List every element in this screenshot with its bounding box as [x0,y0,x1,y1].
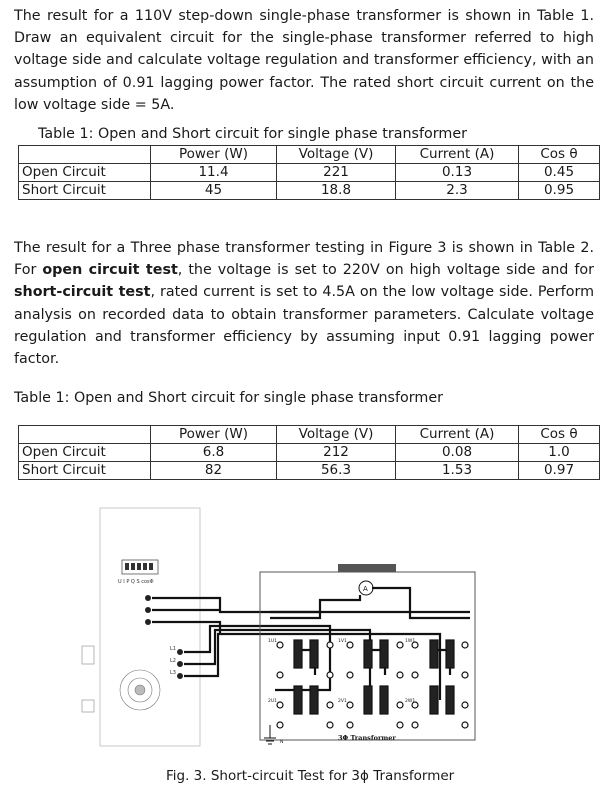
table1-caption: Table 1: Open and Short circuit for single phase transformer [38,126,468,142]
paragraph-single-phase [14,5,594,116]
table1-cell: 0.45 [519,164,600,182]
transformer-label: 3Φ Transformer [338,734,396,742]
table-row [19,462,600,480]
table-row [19,164,600,182]
table2-cell: 1.53 [396,462,519,480]
short-circuit-test-term: short-circuit test [14,284,151,301]
label-1u1: 1U1 [268,639,278,644]
figure-caption: Fig. 3. Short-circuit Test for 3ϕ Transformer [166,768,455,784]
panel-title: U I P Q S cosΦ [118,579,154,585]
table1-header-row [19,146,600,164]
ground-icon [264,725,276,744]
table2-header-cell [19,426,151,444]
table1-cell: Open Circuit [19,164,151,182]
panel-terminals [145,595,183,679]
table2-cell: 0.97 [519,462,600,480]
table2-cell: 0.08 [396,444,519,462]
panel-sockets [82,646,94,712]
power-supply-panel [100,508,200,746]
label-l3: L3 [170,670,176,676]
table1-cell: 11.4 [151,164,277,182]
module-title-bar [338,564,396,572]
table2-cell: 1.0 [519,444,600,462]
table2-header-row [19,426,600,444]
open-circuit-test-term: open circuit test [42,262,178,279]
table2-header-cell: Current (A) [396,426,519,444]
label-1v1: 1V1 [338,639,347,644]
table2 [18,425,600,480]
table1-cell: 2.3 [396,182,519,200]
table1-cell: 221 [277,164,396,182]
label-2u1: 2U1 [268,699,278,704]
variac-dial [120,670,160,710]
label-l2: L2 [170,658,176,664]
table1-header-cell: Voltage (V) [277,146,396,164]
table2-cell: Short Circuit [19,462,151,480]
table2-cell: 82 [151,462,277,480]
table1-cell: 0.95 [519,182,600,200]
table1-cell: Short Circuit [19,182,151,200]
label-2w1: 2W1 [405,699,416,704]
table2-header-cell: Cos θ [519,426,600,444]
short-circuit-test-diagram [70,500,510,762]
label-2v1: 2V1 [338,699,347,704]
paragraph-three-phase-end: , rated current is set to 4.5A on the low voltage side. Perform analysis on recorded data to obtain transformer parameters. Calculate voltage regulation and transformer efficiency by assuming input 0.91 lagging power factor. [14,284,595,368]
paragraph-three-phase-mid: , the voltage is set to 220V on high voltage side and for [177,262,594,279]
label-l1: L1 [170,646,176,652]
table2-cell: 56.3 [277,462,396,480]
ammeter-label: A [363,585,368,593]
table-row [19,182,600,200]
table2-header-cell: Voltage (V) [277,426,396,444]
paragraph-three-phase-intro: The result for a Three phase transformer testing in Figure 3 is shown in Table 2. For [14,240,594,279]
terminal-labels [268,638,415,704]
table1-header-cell: Power (W) [151,146,277,164]
table2-caption: Table 1: Open and Short circuit for single phase transformer [14,390,444,406]
table2-header-cell: Power (W) [151,426,277,444]
table1-header-cell: Current (A) [396,146,519,164]
table2-cell: 212 [277,444,396,462]
table1-header-cell [19,146,151,164]
table-row [19,444,600,462]
table2-cell: 6.8 [151,444,277,462]
paragraph-single-phase-text: The result for a 110V step-down single-phase transformer is shown in Table 1. Draw an equivalent circuit for the single-phase transformer referred to high voltage side and calculate voltage regulation and transformer efficiency, with an assumption of 0.91 lagging power factor. The rated short circuit current on the low voltage side = 5A. [14,8,594,113]
table1-header-cell: Cos θ [519,146,600,164]
table1 [18,145,600,200]
table1-cell: 0.13 [396,164,519,182]
table1-cell: 18.8 [277,182,396,200]
label-1w1: 1W1 [405,639,416,644]
table1-cell: 45 [151,182,277,200]
table2-cell: Open Circuit [19,444,151,462]
label-n: N [280,740,284,745]
paragraph-three-phase [14,237,594,370]
